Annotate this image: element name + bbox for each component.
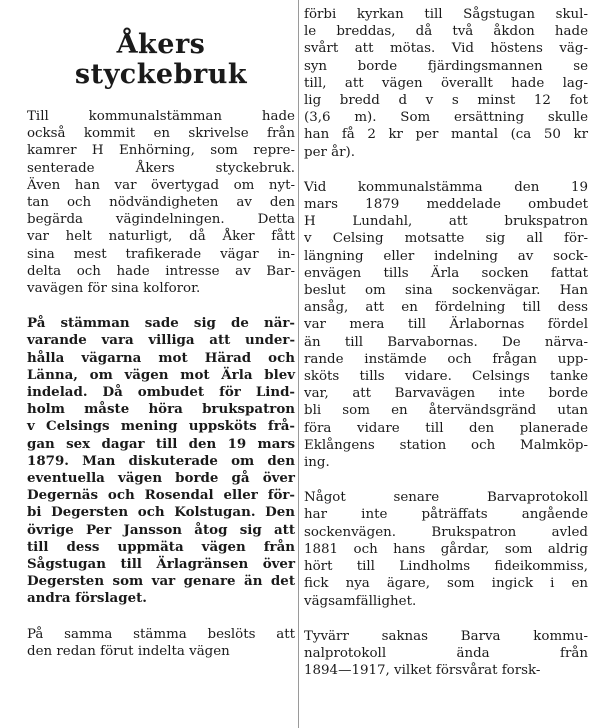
column-divider [298,0,299,728]
text-line: sina mest trafikerade vägar in- [27,246,295,262]
text-line: övrige Per Jansson åtog sig att [27,521,295,538]
text-line: också kommit en skrivelse från [27,126,295,142]
text-line: svårt att mötas. Vid höstens väg- [304,41,588,57]
text-line: till dess uppmäta vägen från [27,538,295,555]
paragraph [304,179,588,471]
text-line: vägsamfällighet. [304,593,417,609]
text-line: le breddas, då två åkdon hade [304,24,588,40]
text-line: Något senare Barvaprotokoll [304,490,588,506]
paragraph [304,628,588,680]
text-line: fick nya ägare, som ingick i en [304,576,588,592]
text-line: eventuella vägen borde gå över [27,470,295,487]
left-column [27,0,295,678]
text-line: tan och nödvändigheten av den [27,195,295,211]
text-line: 1881 och hans gårdar, som aldrig [304,541,588,557]
text-line: andra förslaget. [27,590,147,607]
paragraph [27,315,295,607]
text-line: ansåg, att en fördelning till dess [304,300,588,316]
text-line: var helt naturligt, då Åker fått [27,229,295,245]
text-line: per år). [304,144,356,160]
text-line: lig bredd d v s minst 12 fot [304,93,588,109]
text-line: Länna, om vägen mot Ärla blev [27,366,295,383]
text-line: gan sex dagar till den 19 mars [27,435,295,452]
title-line: Åkers [116,29,206,60]
text-line: längning eller indelning av sock- [304,248,588,264]
text-line: Även han var övertygad om nyt- [27,177,295,193]
text-line: envägen tills Ärla socken fattat [304,265,588,281]
text-line: rande instämde och frågan upp- [304,351,588,367]
text-line: mars 1879 meddelade ombudet [304,197,588,213]
text-line: Eklångens station och Malmköp- [304,437,588,453]
text-line: den redan förut indelta vägen [27,643,230,659]
text-line: sockenvägen. Brukspatron avled [304,524,588,540]
text-line: senterade Åkers styckebruk. [27,160,295,176]
text-line: bi Degersten och Kolstugan. Den [27,504,295,521]
right-body [304,6,588,679]
text-line: Tyvärr saknas Barva kommu- [304,628,588,644]
paragraph [304,489,588,609]
text-line: till, att vägen överallt hade lag- [304,75,588,91]
text-line: v Celsings mening uppsköts frå- [27,418,295,435]
text-line: varande vara villiga att under- [27,332,295,349]
text-line: vavägen för sina kolforor. [27,281,201,297]
text-line: beslut om sina sockenvägar. Han [304,283,588,299]
text-line: sköts tills vidare. Celsings tanke [304,369,588,385]
text-line: Degernäs och Rosendal eller för- [27,487,295,504]
text-line: han få 2 kr per mantal (ca 50 kr [304,127,588,143]
text-line: föra vidare till den planerade [304,420,588,436]
title-line: styckebruk [74,59,248,90]
text-line: hört till Lindholms fideikommiss, [304,559,588,575]
text-line: kamrer H Enhörning, som repre- [27,143,295,159]
text-line: nalprotokoll ända från [304,645,588,661]
text-line: holm måste höra brukspatron [27,401,295,418]
article-title [27,30,295,90]
text-line: Degersten som var genare än det [27,573,295,590]
paragraph [304,6,588,161]
text-line: 1879. Man diskuterade om den [27,452,295,469]
text-line: H Lundahl, att brukspatron [304,214,588,230]
text-line: begärda vägindelningen. Detta [27,212,295,228]
text-line: ing. [304,455,330,471]
text-line: indelad. Då ombudet för Lind- [27,384,295,401]
text-line: Sågstugan till Ärlagränsen över [27,556,295,573]
text-line: v Celsing motsatte sig all för- [304,231,588,247]
text-line: bli som en återvändsgränd utan [304,403,588,419]
text-line: På samma stämma beslöts att [27,626,295,642]
text-line: Till kommunalstämman hade [27,109,295,124]
text-line: hålla vägarna mot Härad och [27,349,295,366]
left-body [27,108,295,660]
text-line: var mera till Ärlabornas fördel [304,317,588,333]
text-line: än till Barvabornas. De närva- [304,334,588,350]
text-line: förbi kyrkan till Sågstugan skul- [304,7,588,22]
text-line: På stämman sade sig de när- [27,315,295,332]
paragraph [27,626,295,660]
text-line: var, att Barvavägen inte borde [304,386,588,402]
text-line: syn borde fjärdingsmannen se [304,58,588,74]
paragraph [27,108,295,297]
text-line: delta och hade intresse av Bar- [27,263,295,279]
text-line: (3,6 m). Som ersättning skulle [304,110,588,126]
right-column [304,0,588,697]
text-line: Vid kommunalstämma den 19 [304,179,588,195]
text-line: har inte påträffats angående [304,507,588,523]
text-line: 1894—1917, vilket försvårat forsk- [304,663,541,679]
